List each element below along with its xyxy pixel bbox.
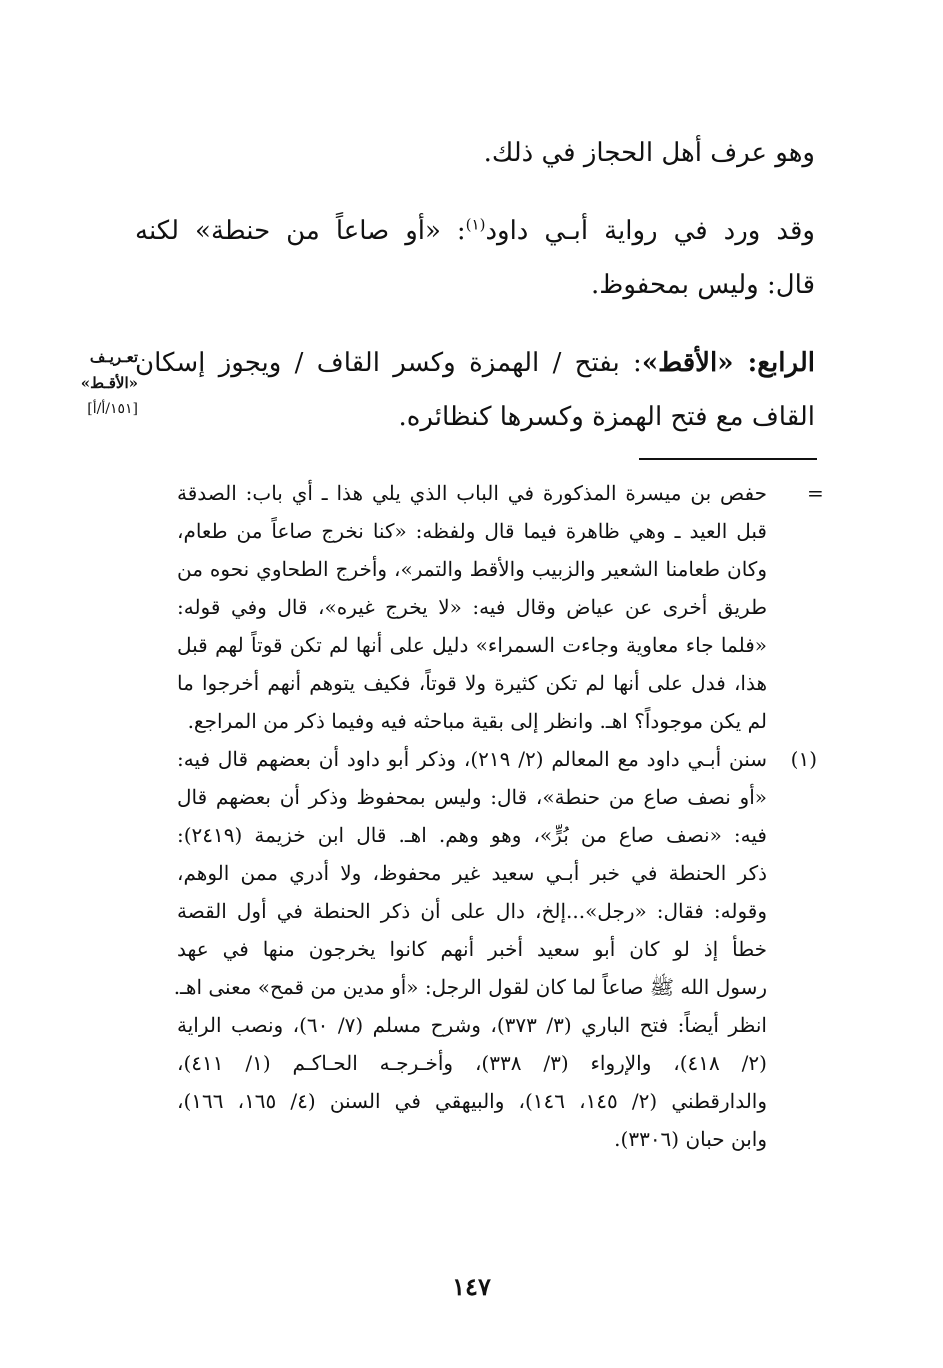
- footnote-line: خطأ إذ لو كان أبو سعيد أخبر أنهم كانوا يخرجون منها في عهد: [177, 937, 767, 961]
- footnote-line: هذا، فدل على أنها لم تكن كثيرة ولا قوتاً، فكيف يتوهم أنهم أخرجوا ما: [177, 671, 768, 695]
- margin-note-title: تعـريـف: [89, 348, 138, 366]
- footnote-line: طريق أخرى عن عياض وقال فيه: «لا يخرج غيره»، قال وفي قوله:: [177, 595, 767, 619]
- main-line: [135, 204, 815, 258]
- footnote-line: سنن أبـي داود مع المعالم (٢/ ٢١٩)، وذكر أبو داود أن بعضهم قال فيه:: [177, 747, 767, 771]
- main-text-segment: وقد ورد في رواية أبـي داود: [485, 216, 815, 246]
- footnote-line: وابن حبان (٣٣٠٦).: [614, 1127, 767, 1151]
- footnote-line: (٢/ ٤١٨)، والإرواء (٣/ ٣٣٨)، وأخـرجـه الحـاكـم (١/ ٤١١)،: [177, 1051, 767, 1075]
- main-line: القاف مع فتح الهمزة وكسرها كنظائره.: [398, 402, 815, 432]
- footnote-line: انظر أيضاً: فتح الباري (٣/ ٣٧٣)، وشرح مسلم (٧/ ٦٠)، ونصب الراية: [177, 1013, 767, 1037]
- footnote-line: حفص بن ميسرة المذكورة في الباب الذي يلي هذا ـ أي باب: الصدقة: [177, 481, 767, 505]
- paragraph-abu-dawud-narration: [135, 204, 815, 312]
- footnote-line: وقوله: فقال: «رجل»...إلخ، دال على أن ذكر الحنطة في أول القصة: [177, 899, 767, 923]
- footnote-line: وكان طعامنا الشعير والزبيب والأقط والتمر»، وأخرج الطحاوي نحوه من: [177, 557, 767, 581]
- footnote-line: والدارقطني (٢/ ١٤٥، ١٤٦)، والبيهقي في السنن (٤/ ١٦٥، ١٦٦)،: [177, 1089, 768, 1113]
- paragraph-hijaz-custom: [135, 126, 815, 180]
- footnote-line: «أو نصف صاع من حنطة»، قال: وليس بمحفوظ وذكر أن بعضهم قال: [177, 785, 767, 809]
- paragraph-fourth-aqit: [135, 336, 815, 444]
- footnote-line: ذكر الحنطة في خبر أبـي سعيد غير محفوظ، ولا أدري ممن الوهم،: [177, 861, 767, 885]
- main-text-segment: : بفتح / الهمزة وكسر القاف / ويجوز إسكان: [135, 348, 642, 378]
- footnote-reference-1: (١): [465, 215, 486, 234]
- footnote-continuation: [177, 474, 767, 740]
- footnote-separator: [639, 458, 817, 460]
- footnote-line: «فلما جاء معاوية وجاءت السمراء» دليل على أنها لم تكن قوتاً لهم قبل: [177, 633, 767, 657]
- footnote-line: لم يكن موجوداً؟ اهـ. وانظر إلى بقية مباحثه فيه وفيما ذكر من المراجع.: [187, 709, 767, 733]
- footnote-1: [173, 740, 768, 1158]
- footnote-line: قبل العيد ـ وهي ظاهرة فيما قال ولفظه: «كنا نخرج صاعاً من طعام،: [177, 519, 767, 543]
- footnote-line: فيه: «نصف صاع من بُرٍّ»، وهو وهم. اهـ. قال ابن خزيمة (٢٤١٩):: [177, 823, 767, 847]
- page-number: ١٤٧: [452, 1272, 491, 1301]
- section-heading-fourth: الرابع: «الأقط»: [641, 348, 815, 378]
- footnote-continuation-marker: =: [807, 481, 824, 505]
- margin-note: [28, 344, 138, 422]
- main-line: [135, 336, 815, 390]
- footnote-line: رسول الله ﷺ صاعاً لما كان لقول الرجل: «أو مدين من قمح» معنى اهـ.: [173, 975, 767, 999]
- margin-note-reference: [١٥١/أ/أ]: [87, 401, 138, 417]
- main-line: وهو عرف أهل الحجاز في ذلك.: [483, 138, 815, 168]
- main-line: قال: وليس بمحفوظ.: [591, 270, 815, 300]
- footnote-1-marker: (١): [790, 747, 817, 771]
- margin-note-subtitle: «الأقـط»: [80, 374, 138, 392]
- main-text-segment: : «أو صاعاً من حنطة» لكنه: [135, 216, 466, 246]
